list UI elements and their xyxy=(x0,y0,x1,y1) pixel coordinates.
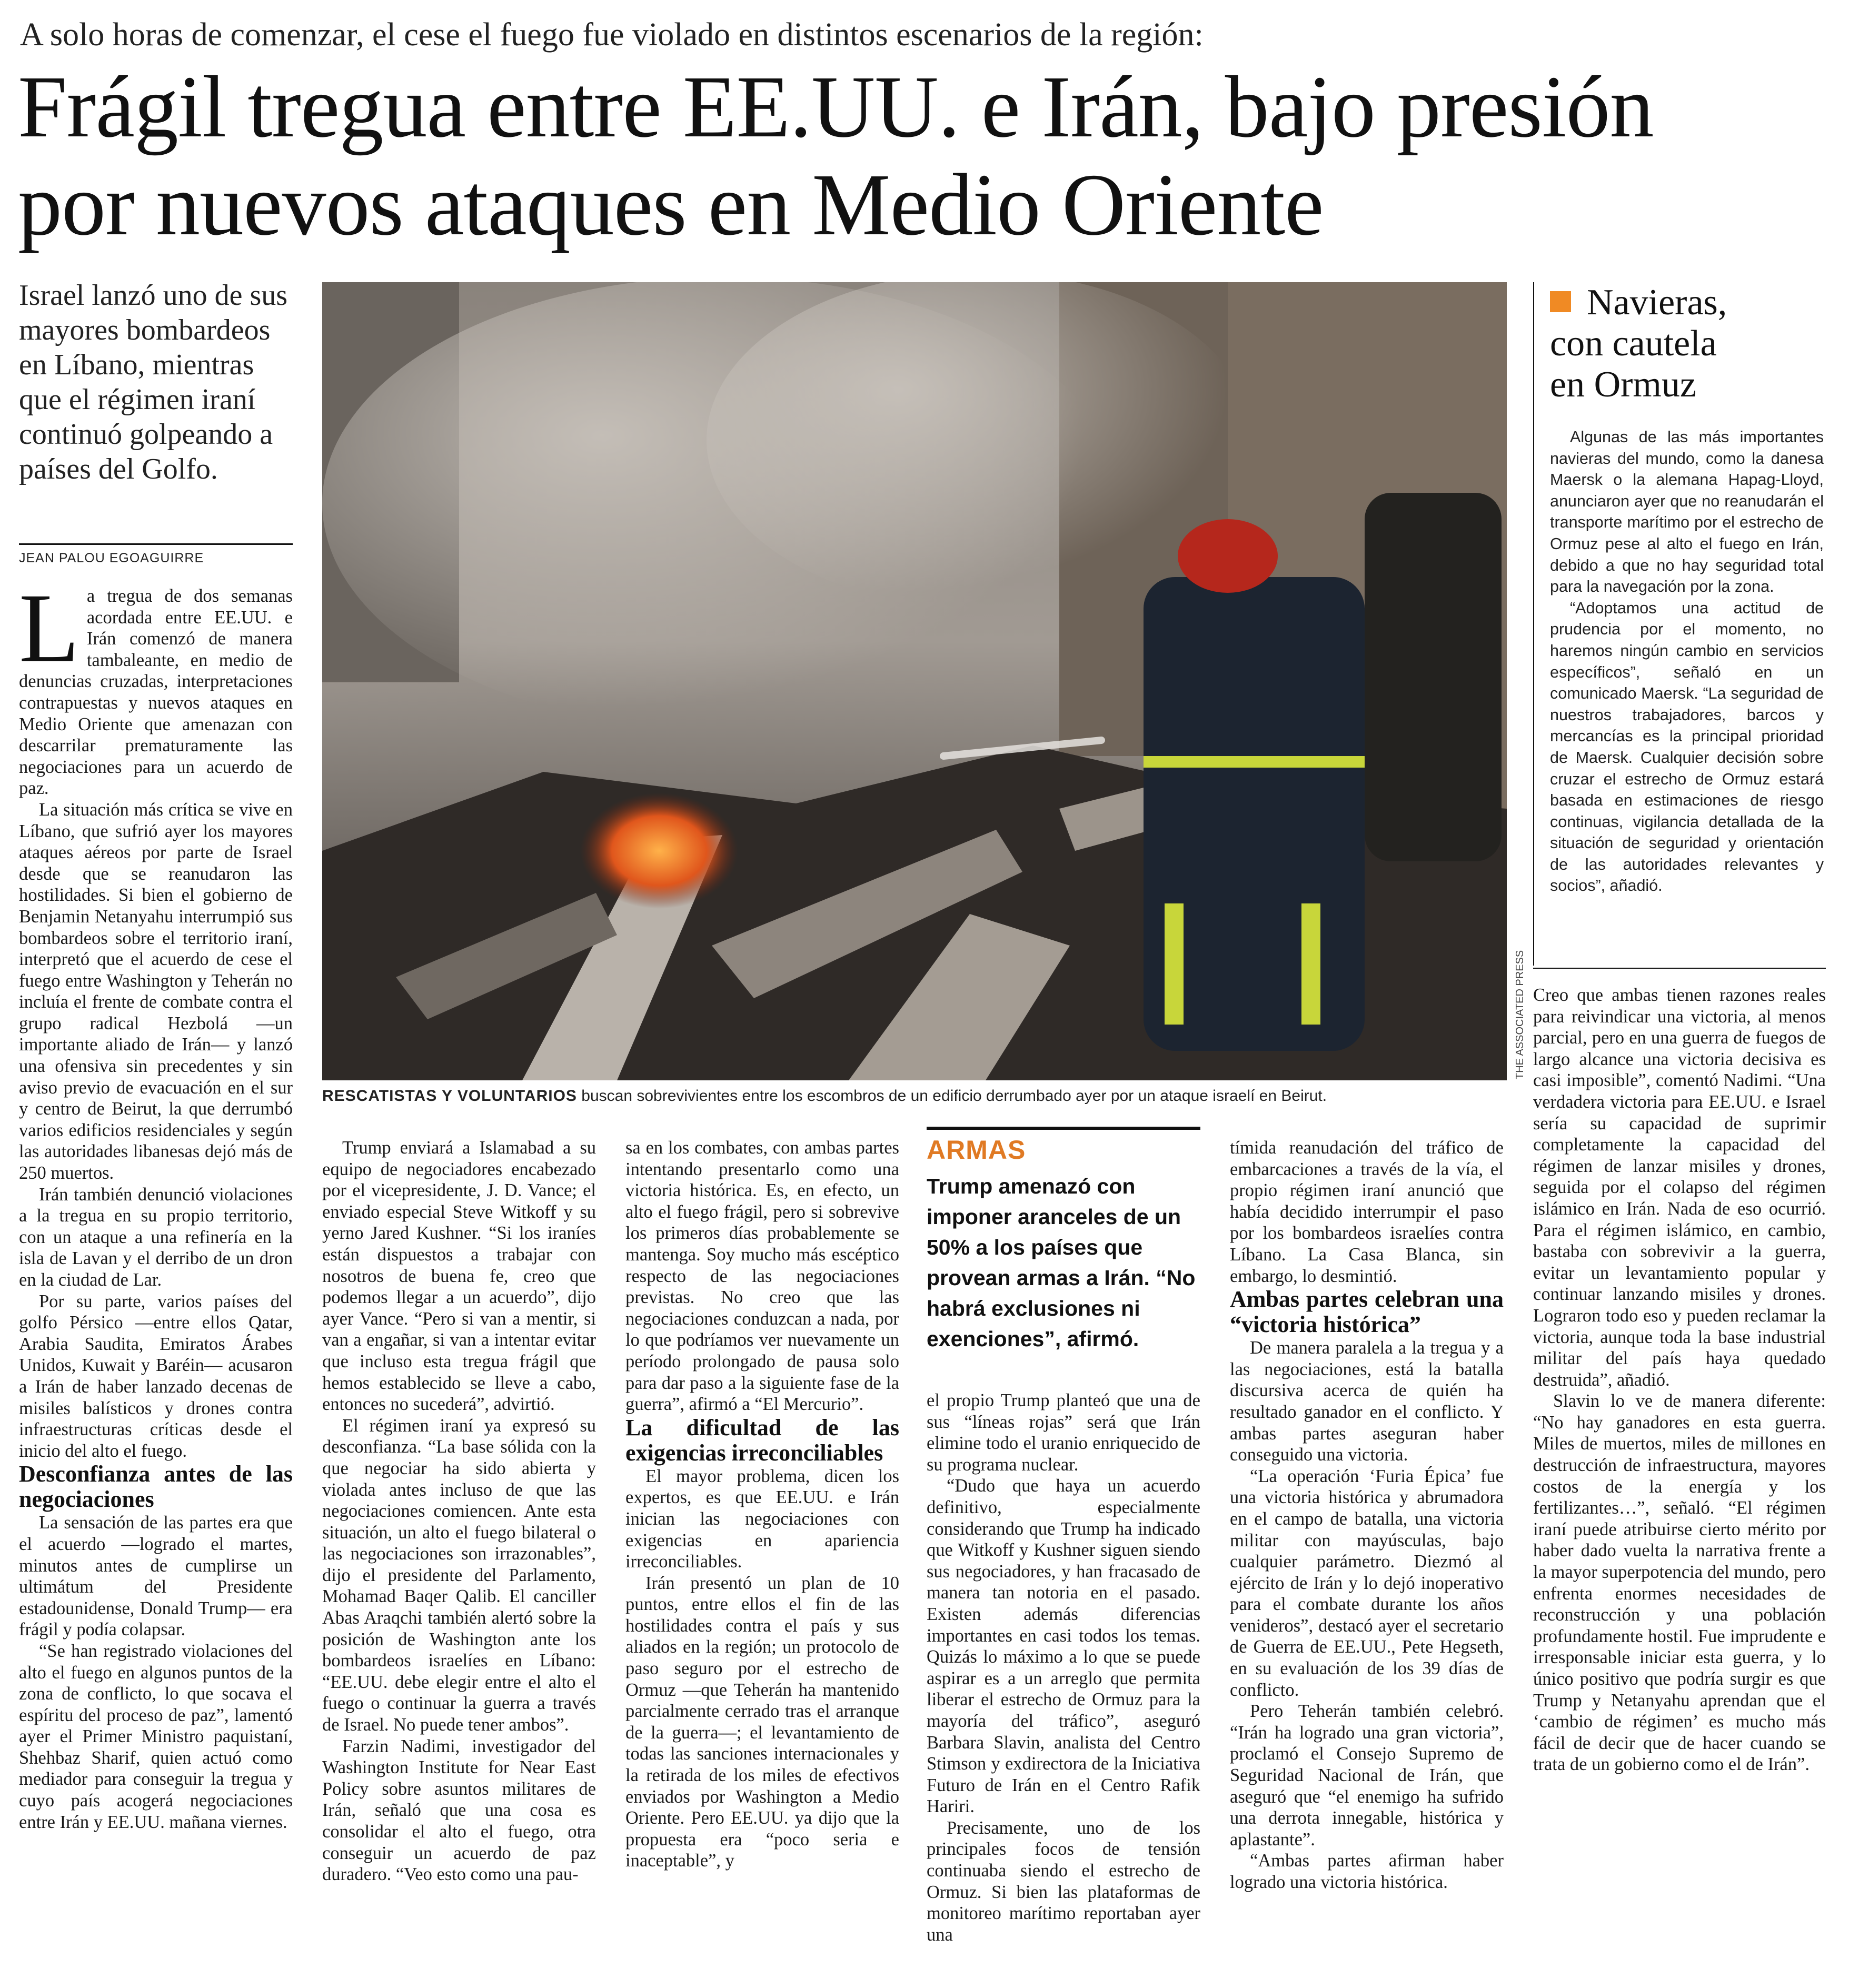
paragraph: Creo que ambas tienen razones reales para reivindicar una victoria, al menos parcial, pero en una guerra de fuegos de largo alcance una victoria decisiva es casi imposible”, comentó Nadimi. “Una verdadera victoria para EE.UU. e Israel sería su capacidad de suprimir completamente la capacidad del régimen de lanzar misiles y drones, seguida por el colapso del régimen islámico en Irán. Nada de eso ocurrió. Para el régimen islámico, en cambio, bastaba con sobrevivir a la guerra, evitar un levantamiento popular y continuar lanzando misiles y drones. Lograron todo eso y pueden reclamar la victoria, aunque toda la base industrial militar del país haya quedado destruida”, añadió. xyxy=(1533,985,1826,1390)
sidebar-divider xyxy=(1533,282,1534,966)
article-column-2 xyxy=(322,1137,596,1885)
photo-caption xyxy=(322,1086,1512,1107)
news-photo xyxy=(322,282,1507,1080)
box-text: Trump amenazó con imponer aranceles de un 50% a los países que provean armas a Irán. “No habrá exclusiones ni exenciones”, afirmó. xyxy=(927,1174,1196,1351)
article-column-3 xyxy=(625,1137,899,1872)
paragraph: Precisamente, uno de los principales focos de tensión continuaba siendo el estrecho de Ormuz. Si bien las plataformas de monitoreo marítimo reportaban ayer una xyxy=(927,1817,1200,1945)
paragraph: Irán también denunció violaciones a la tregua en su propio territorio, con un ataque a una refinería en la isla de Lavan y el derribo de un dron en la ciudad de Lar. xyxy=(19,1184,293,1290)
sidebar-paragraph: Algunas de las más importantes navieras del mundo, como la danesa Maersk o la alemana Hapag-Lloyd, anunciaron ayer que no reanudarán el transporte marítimo por el estrecho de Ormuz pese al alto el fuego en Irán, debido a que no hay seguridad total para la navegación por la zona. xyxy=(1550,428,1824,596)
rubble-fire-illustration xyxy=(322,282,1507,1080)
sidebar-text xyxy=(1550,426,1824,897)
paragraph: La situación más crítica se vive en Líbano, que sufrió ayer los mayores ataques aéreos por parte de Israel desde que se reanudaron las hostilidades. Si bien el gobierno de Benjamin Netanyahu interrumpió sus bombardeos sobre el territorio iraní, interpretó que el acuerdo de cese el fuego entre Washington y Teherán no incluía el frente de combate contra el grupo radical Hezbolá —un importante aliado de Irán— y lanzó una ofensiva sin precedentes y sin aviso previo de evacuación en el sur y centro de Beirut, la que derrumbó varios edificios residenciales y según las autoridades libanesas dejó más de 250 muertos. xyxy=(19,799,293,1184)
paragraph: De manera paralela a la tregua y a las negociaciones, está la batalla discursiva acerca de quién ha resultado ganador en el conflicto. Y ambas partes aseguran haber conseguido una victoria. xyxy=(1230,1338,1504,1465)
lede-divider xyxy=(19,543,293,545)
subhead: La dificultad de las exigencias irreconciliables xyxy=(625,1414,899,1466)
dropcap: L xyxy=(19,573,79,683)
kicker: A solo horas de comenzar, el cese el fuego fue violado en distintos escenarios de la región: xyxy=(20,17,1204,53)
paragraph: Trump enviará a Islamabad a su equipo de negociadores encabezado por el vicepresidente, J. D. Vance; el enviado especial Steve Witkoff y su yerno Jared Kushner. “Si los iraníes están dispuestos a trabajar con nosotros de buena fe, creo que podemos llegar a un acuerdo”, dijo ayer Vance. “Pero si van a mentir, si van a engañar, si van a intentar evitar que incluso esta tregua frágil que hemos establecido se lleve a cabo, entonces no sucederá”, advirtió. xyxy=(322,1138,596,1415)
subhead: Desconfianza antes de las negociaciones xyxy=(19,1461,293,1513)
byline: JEAN PALOU EGOAGUIRRE xyxy=(19,551,204,565)
photo-credit xyxy=(1514,948,1535,1085)
article-column-1 xyxy=(19,573,293,1833)
paragraph: “Dudo que haya un acuerdo definitivo, especialmente considerando que Trump ha indicado que Witkoff y Kushner siguen siendo sus negociadores, y han fracasado de manera tan notoria en el pasado. Existen además diferencias importantes en casi todos los temas. Quizás lo máximo a lo que se puede aspirar es a un arreglo que permita liberar el estrecho de Ormuz para la mayoría del tráfico”, aseguró Barbara Slavin, analista del Centro Stimson y exdirectora de la Iniciativa Futuro de Irán en el Centro Rafik Hariri. xyxy=(927,1476,1200,1817)
paragraph: Slavin lo ve de manera diferente: “No hay ganadores en esta guerra. Miles de muertos, miles de millones en destrucción de infraestructura, mayores costos de la energía y los fertilizantes…”, señaló. “El régimen iraní puede atribuirse cierto mérito por haber dado vuelta la narrativa frente a la mayor superpotencia del mundo, pero enfrenta enormes necesidades de reconstrucción y una población profundamente hostil. Fue imprudente e irresponsable iniciar esta guerra, y lo único positivo que podría surgir es que Trump y Netanyahu aprendan que el ‘cambio de régimen’ es mucho más fácil de decir que de hacer cuando se trata de un gobierno como el de Irán”. xyxy=(1533,1391,1826,1775)
armas-box xyxy=(927,1127,1200,1354)
paragraph: sa en los combates, con ambas partes intentando presentarlo como una victoria histórica. Es, en efecto, un alto el fuego frágil, pero si sobrevive los primeros días probablemente se mantenga. Soy mucho más escéptico respecto de las negociaciones previstas. No creo que las negociaciones conduzcan a nada, por lo que podríamos ver nuevamente un período prolongado de pausa solo para dar paso a la siguiente fase de la guerra”, afirmó a “El Mercurio”. xyxy=(625,1138,899,1415)
subhead: Ambas partes celebran una “victoria histórica” xyxy=(1230,1286,1504,1338)
paragraph: Farzin Nadimi, investigador del Washington Institute for Near East Policy sobre asuntos militares de Irán, señaló que una cosa es consolidar el alto el fuego, otra conseguir un acuerdo de paz duradero. “Veo esto como una pau- xyxy=(322,1736,596,1885)
caption-lead: RESCATISTAS Y VOLUNTARIOS xyxy=(322,1087,577,1105)
paragraph: La tregua de dos semanas acordada entre EE.UU. e Irán comenzó de manera tambaleante, en medio de denuncias cruzadas, interpretaciones contrapuestas y nuevos ataques en Medio Oriente que amenazan con descarrilar prematuramente las negociaciones para un acuerdo de paz. xyxy=(19,573,293,799)
headline-line-1: Frágil tregua entre EE.UU. e Irán, bajo presión xyxy=(18,58,1654,156)
article-column-6 xyxy=(1533,985,1826,1775)
sidebar-bottom-divider xyxy=(1533,968,1826,969)
paragraph: Por su parte, varios países del golfo Pérsico —entre ellos Qatar, Arabia Saudita, Emiratos Árabes Unidos, Kuwait y Baréin— acusaron a Irán de haber lanzado decenas de misiles balísticos y drones contra infraestructuras críticas desde el inicio del alto el fuego. xyxy=(19,1291,293,1461)
headline-line-2: por nuevos ataques en Medio Oriente xyxy=(18,156,1324,254)
caption-text: buscan sobrevivientes entre los escombros de un edificio derrumbado ayer por un ataque israelí en Beirut. xyxy=(576,1087,1327,1105)
lede: Israel lanzó uno de sus mayores bombardeos en Líbano, mientras que el régimen iraní continuó golpeando a países del Golfo. xyxy=(19,279,288,485)
box-rule xyxy=(927,1127,1200,1130)
photo-credit-text: THE ASSOCIATED PRESS xyxy=(1514,950,1526,1079)
headline xyxy=(18,58,1834,254)
orange-square-icon xyxy=(1550,291,1571,312)
article-column-5 xyxy=(1230,1137,1504,1893)
paragraph: La sensación de las partes era que el acuerdo —logrado el martes, minutos antes de cumplirse un ultimátum del Presidente estadounidense, Donald Trump— era frágil y podía colapsar. xyxy=(19,1513,293,1640)
paragraph: El mayor problema, dicen los expertos, es que EE.UU. e Irán inician las negociaciones con exigencias en apariencia irreconciliables. xyxy=(625,1466,899,1572)
paragraph: “Ambas partes afirman haber logrado una victoria histórica. xyxy=(1230,1851,1504,1892)
paragraph: El régimen iraní ya expresó su desconfianza. “La base sólida con la que negociar ha sido abierta y violada antes incluso de que las negociaciones comiencen. Ante esta situación, un alto el fuego bilateral o las negociaciones son irrazonables”, dijo el presidente del Parlamento, Mohamad Baqer Qalib. El canciller Abas Araqchi también alertó sobre la posición de Washington ante los bombardeos israelíes en Líbano: “EE.UU. debe elegir entre el alto el fuego o continuar la guerra a través de Israel. No puede tener ambos”. xyxy=(322,1415,596,1735)
paragraph: tímida reanudación del tráfico de embarcaciones a través de la vía, el propio régimen iraní anunció que había decidido interrumpir el paso por los bombardeos israelíes contra Líbano. La Casa Blanca, sin embargo, lo desmintió. xyxy=(1230,1138,1504,1286)
sidebar xyxy=(1550,282,1824,897)
article-column-4 xyxy=(927,1390,1200,1945)
paragraph: el propio Trump planteó que una de sus “líneas rojas” será que Irán elimine todo el uranio enriquecido de su programa nuclear. xyxy=(927,1390,1200,1475)
paragraph: Irán presentó un plan de 10 puntos, entre ellos el fin de las hostilidades contra el país y sus aliados en la región; un protocolo de paso seguro por el estrecho de Ormuz —que Teherán ha mantenido parcialmente cerrado tras el arranque de la guerra—; el levantamiento de todas las sanciones internacionales y la retirada de los miles de efectivos enviados por Washington a Medio Oriente. Pero EE.UU. ya dijo que la propuesta era “poco seria e inaceptable”, y xyxy=(625,1573,899,1871)
paragraph: “La operación ‘Furia Épica’ fue una victoria histórica y abrumadora en el campo de batalla, una victoria militar con mayúsculas, bajo cualquier parámetro. Diezmó al ejército de Irán y lo dejó inoperativo para el combate durante los años venideros”, destacó ayer el secretario de Guerra de EE.UU., Pete Hegseth, en su evaluación de los 39 días de conflicto. xyxy=(1230,1466,1504,1700)
sidebar-paragraph: “Adoptamos una actitud de prudencia por el momento, no haremos ningún cambio en servicios específicos”, señaló en un comunicado Maersk. “La seguridad de nuestros trabajadores, barcos y mercancías es la principal prioridad de Maersk. Cualquier decisión sobre cruzar el estrecho de Ormuz estará basada en estimaciones de riesgo continuas, vigilancia detallada de la situación de seguridad y orientación de las autoridades relevantes y socios”, añadió. xyxy=(1550,599,1824,895)
paragraph: Pero Teherán también celebró. “Irán ha logrado una gran victoria”, proclamó el Consejo Supremo de Seguridad Nacional de Irán, que aseguró que “el enemigo ha sufrido una derrota innegable, histórica y aplastante”. xyxy=(1230,1701,1504,1850)
box-title: ARMAS xyxy=(927,1135,1026,1165)
sidebar-title: Navieras, con cautela en Ormuz xyxy=(1550,282,1727,405)
paragraph: “Se han registrado violaciones del alto el fuego en algunos puntos de la zona de conflicto, lo que socava el espíritu del proceso de paz”, lamentó ayer el Primer Ministro paquistaní, Shehbaz Sharif, quien actuó como mediador para conseguir la tregua y cuyo país acogerá negociaciones entre Irán y EE.UU. mañana viernes. xyxy=(19,1641,293,1832)
